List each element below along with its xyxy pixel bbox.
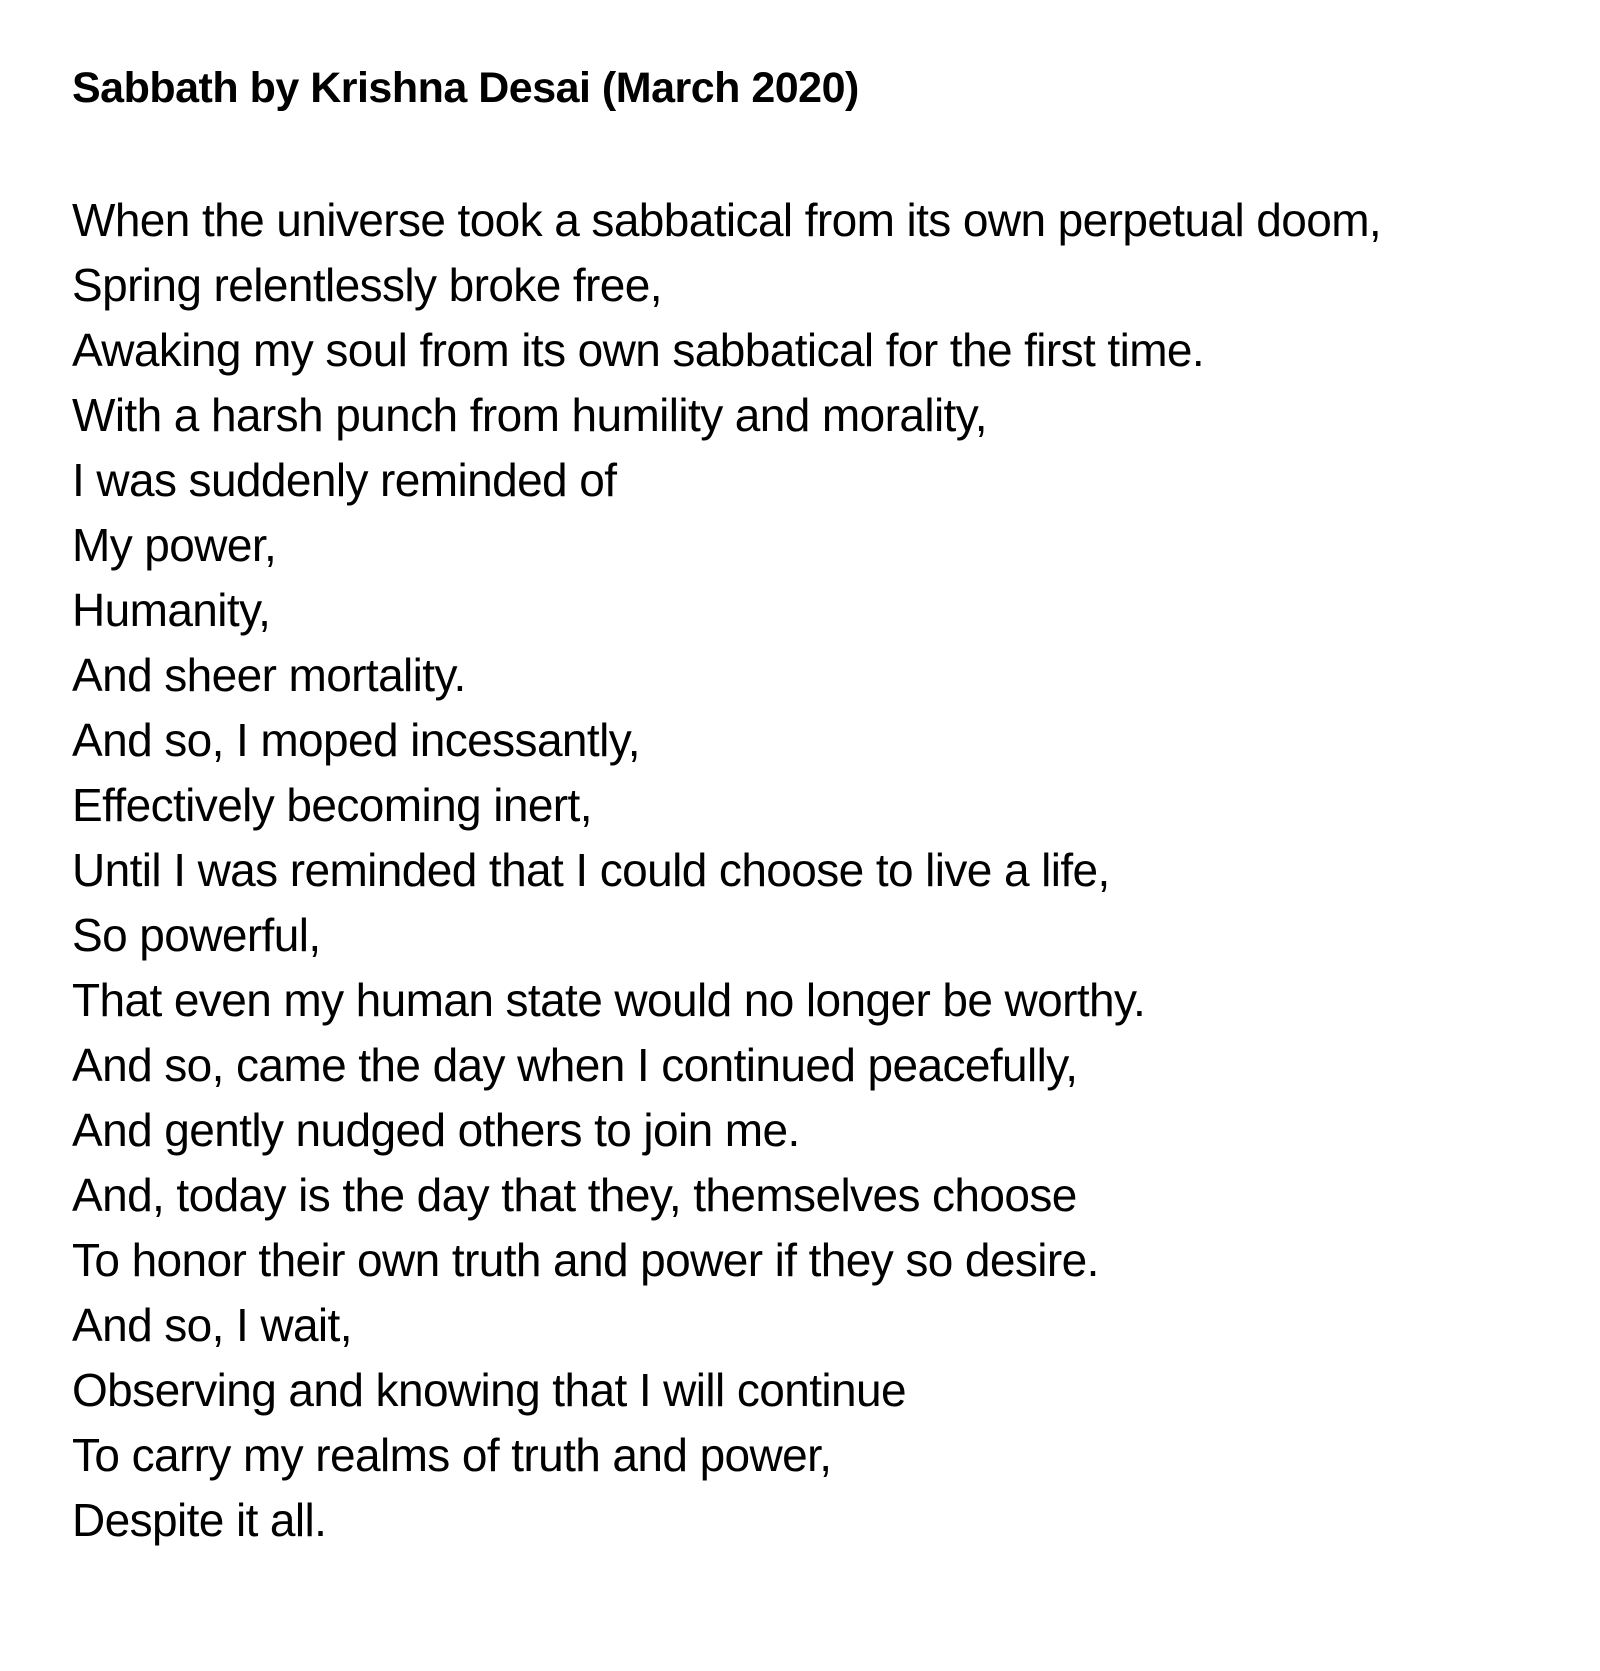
poem-line: And gently nudged others to join me.: [72, 1104, 800, 1156]
poem-line: Until I was reminded that I could choose to live a life,: [72, 844, 1110, 896]
poem-line: I was suddenly reminded of: [72, 454, 617, 506]
poem-line: Despite it all.: [72, 1494, 327, 1546]
poem-line: And, today is the day that they, themselves choose: [72, 1169, 1077, 1221]
poem-line: To carry my realms of truth and power,: [72, 1429, 832, 1481]
poem-line: My power,: [72, 519, 277, 571]
poem-line: And so, I wait,: [72, 1299, 352, 1351]
poem-line: Awaking my soul from its own sabbatical for the first time.: [72, 324, 1205, 376]
poem-line: And sheer mortality.: [72, 649, 466, 701]
poem-body: [72, 188, 1572, 1553]
poem-line: Effectively becoming inert,: [72, 779, 592, 831]
poem-line: With a harsh punch from humility and morality,: [72, 389, 987, 441]
poem-line: That even my human state would no longer be worthy.: [72, 974, 1146, 1026]
poem-line: So powerful,: [72, 909, 321, 961]
poem-line: Spring relentlessly broke free,: [72, 259, 662, 311]
poem-title: Sabbath by Krishna Desai (March 2020): [72, 64, 859, 112]
poem-line: When the universe took a sabbatical from its own perpetual doom,: [72, 194, 1382, 246]
poem-line: And so, came the day when I continued peacefully,: [72, 1039, 1078, 1091]
poem-line: Observing and knowing that I will continue: [72, 1364, 906, 1416]
poem-line: And so, I moped incessantly,: [72, 714, 640, 766]
poem-document: [72, 58, 1572, 1553]
poem-line: Humanity,: [72, 584, 271, 636]
poem-line: To honor their own truth and power if they so desire.: [72, 1234, 1099, 1286]
